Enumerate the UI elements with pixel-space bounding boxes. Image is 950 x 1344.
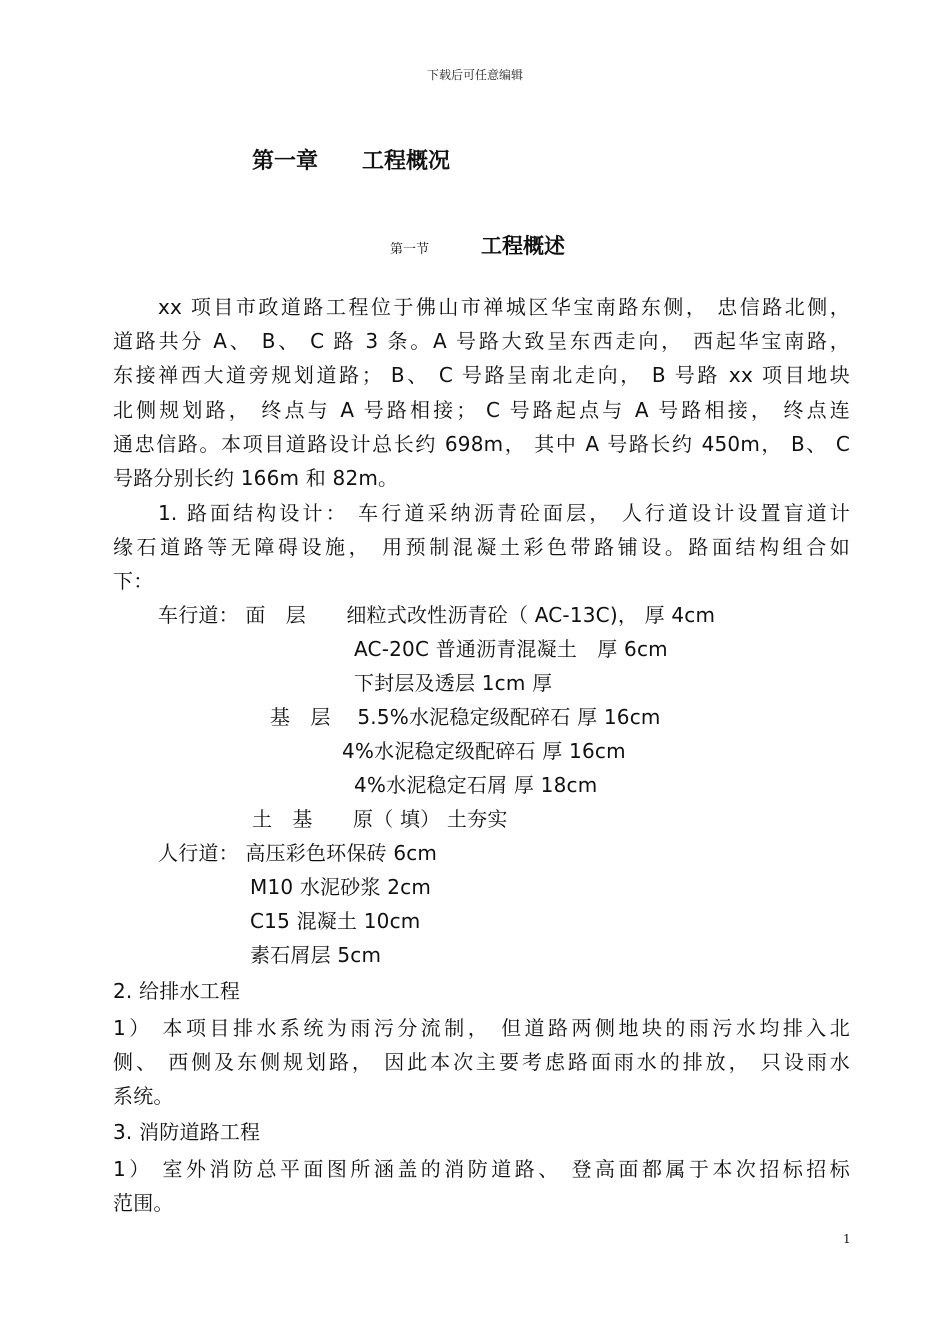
structure-line: 基 层 5.5%水泥稳定级配碎石 厚 16cm: [270, 705, 661, 729]
section-number: 第一节: [390, 242, 430, 257]
body-line: 通忠信路。本项目道路设计总长约 698m， 其中 A 号路长约 450m， B、 C: [113, 432, 850, 456]
body-line: 1） 室外消防总平面图所涵盖的消防道路、 登高面都属于本次招标招标: [113, 1157, 850, 1181]
body-line: 北侧规划路， 终点与 A 号路相接； C 号路起点与 A 号路相接， 终点连: [113, 398, 850, 422]
section-title: 工程概述: [481, 234, 565, 258]
structure-line: 土 基 原（ 填） 土夯实: [252, 807, 508, 831]
body-line: 1） 本项目排水系统为雨污分流制， 但道路两侧地块的雨污水均排入北: [113, 1016, 850, 1040]
page-header: 下载后可任意编辑: [426, 68, 523, 82]
chapter-heading: [252, 144, 450, 175]
structure-line: C15 混凝土 10cm: [250, 909, 421, 933]
body-line: 道路共分 A、 B、 C 路 3 条。A 号路大致呈东西走向， 西起华宝南路，: [113, 329, 850, 353]
subheading: 3. 消防道路工程: [113, 1120, 261, 1144]
body-line: 东接禅西大道旁规划道路； B、 C 号路呈南北走向， B 号路 xx 项目地块: [113, 363, 850, 387]
body-line: 1. 路面结构设计： 车行道采纳沥青砼面层， 人行道设计设置盲道计: [158, 501, 850, 525]
page-number: 1: [843, 1232, 851, 1246]
structure-line: 4%水泥稳定级配碎石 厚 16cm: [342, 739, 626, 763]
body-line: xx 项目市政道路工程位于佛山市禅城区华宝南路东侧， 忠信路北侧，: [158, 295, 850, 319]
subheading: 2. 给排水工程: [113, 979, 241, 1003]
body-line: 下：: [113, 569, 154, 593]
structure-line: AC-20C 普通沥青混凝土 厚 6cm: [354, 637, 668, 661]
structure-line: M10 水泥砂浆 2cm: [250, 875, 432, 899]
structure-line: 4%水泥稳定石屑 厚 18cm: [354, 773, 598, 797]
structure-line: 车行道： 面 层 细粒式改性沥青砼（ AC-13C)， 厚 4cm: [158, 603, 716, 627]
body-line: 侧、 西侧及东侧规划路， 因此本次主要考虑路面雨水的排放， 只设雨水: [113, 1050, 850, 1074]
chapter-number: 第一章: [252, 149, 319, 174]
body-line: 范围。: [113, 1191, 174, 1215]
body-line: 缘石道路等无障碍设施， 用预制混凝土彩色带路铺设。路面结构组合如: [113, 535, 850, 559]
body-line: 号路分别长约 166m 和 82m。: [113, 466, 399, 490]
body-line: 系统。: [113, 1084, 174, 1108]
structure-line: 素石屑层 5cm: [250, 943, 382, 967]
structure-line: 下封层及透层 1cm 厚: [354, 671, 553, 695]
structure-line: 人行道： 高压彩色环保砖 6cm: [158, 841, 438, 865]
chapter-title: 工程概况: [362, 149, 451, 174]
